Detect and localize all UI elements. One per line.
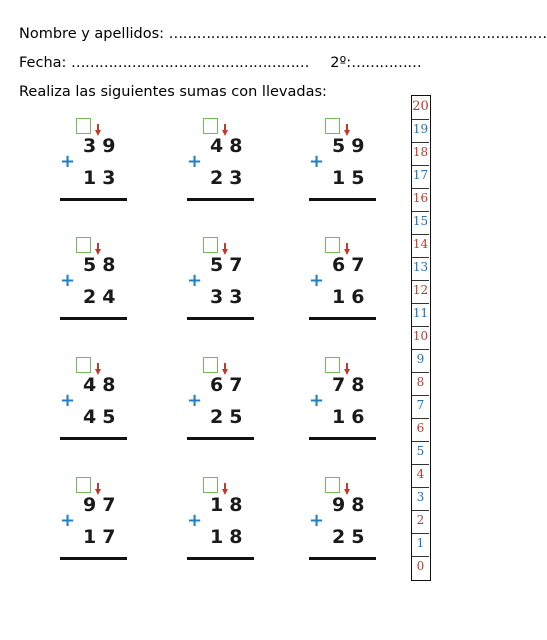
addend-top: 67	[332, 254, 371, 276]
addend-bottom: 33	[210, 286, 249, 308]
number-line-tick	[412, 349, 429, 350]
addend-bottom: 13	[83, 167, 122, 189]
carry-box[interactable]	[76, 477, 91, 493]
addend-top: 98	[332, 494, 371, 516]
number-line-value: 14	[412, 237, 429, 251]
plus-sign: +	[187, 390, 203, 411]
number-line-value: 10	[412, 329, 429, 343]
addition-problem	[187, 237, 287, 337]
name-label: Nombre y apellidos:	[19, 26, 165, 42]
number-line-tick	[412, 441, 429, 442]
number-line-value: 16	[412, 191, 429, 205]
addend-bottom: 24	[83, 286, 122, 308]
number-line-tick	[412, 487, 429, 488]
answer-line[interactable]	[60, 557, 127, 560]
carry-box[interactable]	[325, 357, 340, 373]
addend-bottom: 16	[332, 406, 371, 428]
addend-top: 57	[210, 254, 249, 276]
addend-bottom: 23	[210, 167, 249, 189]
addition-problem	[309, 357, 409, 457]
number-line-tick	[412, 165, 429, 166]
addition-problem	[60, 118, 160, 218]
answer-line[interactable]	[187, 437, 254, 440]
addend-top: 67	[210, 374, 249, 396]
carry-box[interactable]	[203, 477, 218, 493]
addend-top: 48	[210, 135, 249, 157]
carry-box[interactable]	[325, 118, 340, 134]
addition-problem	[187, 118, 287, 218]
carry-box[interactable]	[76, 118, 91, 134]
addend-bottom: 25	[210, 406, 249, 428]
number-line-tick	[412, 464, 429, 465]
addition-problem	[60, 477, 160, 577]
plus-sign: +	[60, 270, 76, 291]
addend-bottom: 18	[210, 526, 249, 548]
number-line-value: 18	[412, 145, 429, 159]
number-line-value: 5	[416, 444, 425, 458]
plus-sign: +	[187, 151, 203, 172]
addend-top: 39	[83, 135, 122, 157]
answer-line[interactable]	[60, 317, 127, 320]
addend-top: 48	[83, 374, 122, 396]
date-label: Fecha:	[19, 55, 67, 71]
number-line-value: 7	[416, 398, 425, 412]
carry-box[interactable]	[76, 357, 91, 373]
number-line-tick	[412, 280, 429, 281]
addition-problem	[309, 477, 409, 577]
carry-box[interactable]	[203, 357, 218, 373]
number-line-value: 1	[416, 536, 425, 550]
date-line	[19, 55, 421, 71]
answer-line[interactable]	[187, 317, 254, 320]
number-line-tick	[412, 234, 429, 235]
plus-sign: +	[309, 390, 325, 411]
addition-problem	[187, 357, 287, 457]
number-line-value: 2	[416, 513, 425, 527]
plus-sign: +	[187, 270, 203, 291]
carry-box[interactable]	[203, 237, 218, 253]
addition-problem	[60, 237, 160, 337]
name-line	[19, 26, 547, 42]
carry-box[interactable]	[325, 477, 340, 493]
addition-problem	[60, 357, 160, 457]
number-line-value: 3	[416, 490, 425, 504]
addend-bottom: 45	[83, 406, 122, 428]
plus-sign: +	[187, 510, 203, 531]
number-line-tick	[412, 188, 429, 189]
number-line-value: 4	[416, 467, 425, 481]
answer-line[interactable]	[187, 198, 254, 201]
name-field[interactable]: ………………………………………………………………………	[168, 26, 547, 42]
number-line-tick	[412, 303, 429, 304]
plus-sign: +	[309, 510, 325, 531]
answer-line[interactable]	[187, 557, 254, 560]
answer-line[interactable]	[60, 198, 127, 201]
number-line-tick	[412, 556, 429, 557]
instruction-text: Realiza las siguientes sumas con llevadas:	[19, 84, 327, 100]
carry-box[interactable]	[76, 237, 91, 253]
addition-problem	[309, 237, 409, 337]
number-line-tick	[412, 395, 429, 396]
carry-box[interactable]	[325, 237, 340, 253]
number-line-tick	[412, 211, 429, 212]
number-line-value: 17	[412, 168, 429, 182]
carry-box[interactable]	[203, 118, 218, 134]
answer-line[interactable]	[309, 317, 376, 320]
number-line-value: 20	[412, 99, 429, 114]
number-line-tick	[412, 533, 429, 534]
number-line-tick	[412, 119, 429, 120]
grade-field[interactable]: ……………	[351, 55, 422, 71]
number-line-tick	[412, 257, 429, 258]
plus-sign: +	[309, 151, 325, 172]
number-line-value: 8	[416, 375, 425, 389]
number-line-tick	[412, 326, 429, 327]
addend-bottom: 16	[332, 286, 371, 308]
date-field[interactable]: ……………………………………………	[71, 55, 310, 71]
grade-label: 2º:	[330, 55, 352, 71]
plus-sign: +	[60, 510, 76, 531]
addend-top: 97	[83, 494, 122, 516]
addition-problem	[309, 118, 409, 218]
plus-sign: +	[60, 390, 76, 411]
number-line-value: 11	[412, 306, 429, 320]
number-line-value: 13	[412, 260, 429, 274]
addend-top: 58	[83, 254, 122, 276]
addend-bottom: 15	[332, 167, 371, 189]
number-line-value: 9	[416, 352, 425, 366]
addend-bottom: 17	[83, 526, 122, 548]
answer-line[interactable]	[309, 198, 376, 201]
answer-line[interactable]	[60, 437, 127, 440]
number-line-tick	[412, 372, 429, 373]
number-line-tick	[412, 418, 429, 419]
plus-sign: +	[309, 270, 325, 291]
number-line-value: 15	[412, 214, 429, 228]
answer-line[interactable]	[309, 557, 376, 560]
number-line-value: 19	[412, 122, 429, 136]
number-line-tick	[412, 142, 429, 143]
number-line	[411, 95, 431, 581]
addend-top: 78	[332, 374, 371, 396]
addend-bottom: 25	[332, 526, 371, 548]
number-line-value: 6	[416, 421, 425, 435]
number-line-tick	[412, 510, 429, 511]
number-line-value: 0	[416, 559, 425, 573]
addend-top: 18	[210, 494, 249, 516]
number-line-value: 12	[412, 283, 429, 297]
plus-sign: +	[60, 151, 76, 172]
answer-line[interactable]	[309, 437, 376, 440]
addend-top: 59	[332, 135, 371, 157]
addition-problem	[187, 477, 287, 577]
